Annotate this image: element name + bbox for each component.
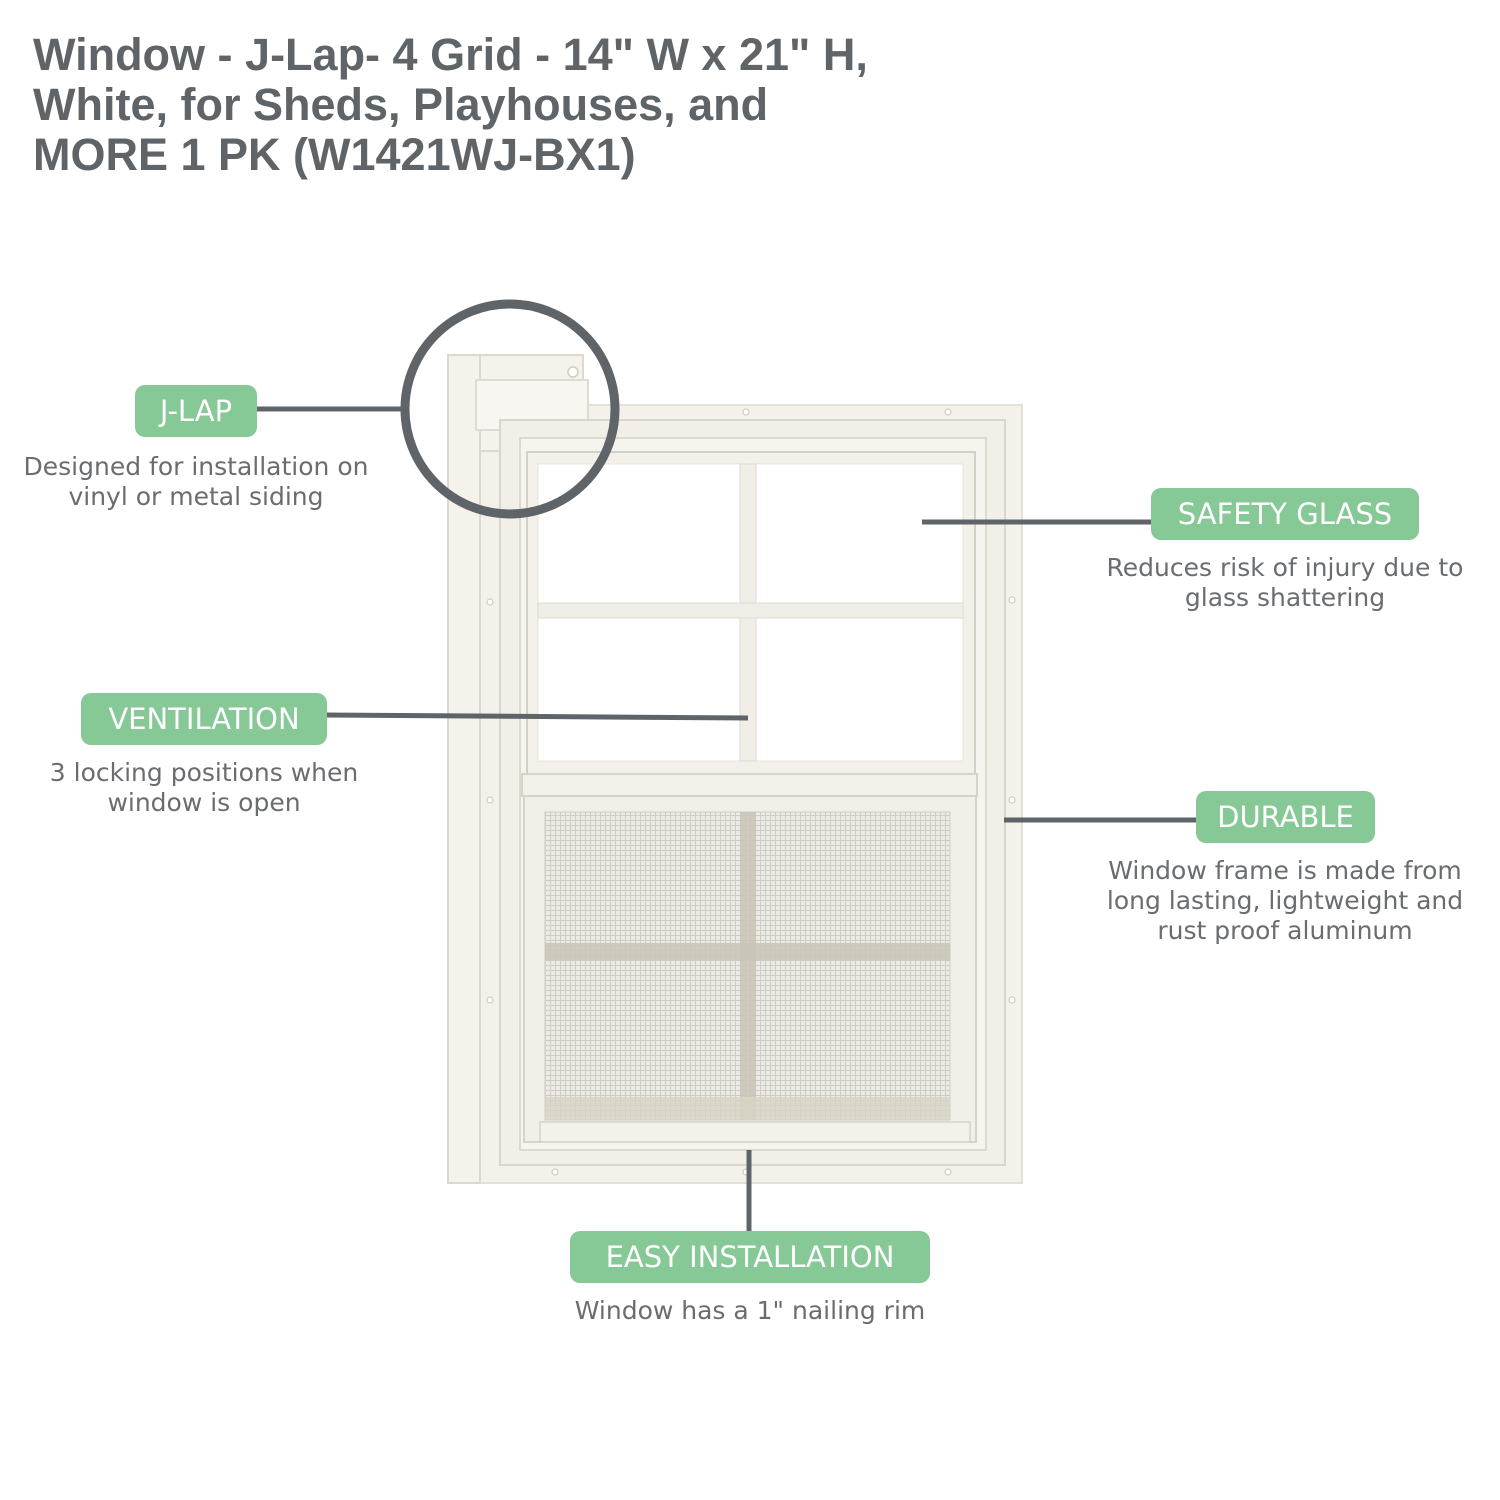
ventilation-description	[22, 758, 386, 818]
durable-label: DURABLE	[1196, 791, 1375, 843]
durable-description-line-3: rust proof aluminum	[1157, 916, 1413, 945]
durable-description-line-1: Window frame is made from	[1108, 856, 1462, 885]
easy-installation-description-line-1: Window has a 1" nailing rim	[574, 1296, 926, 1325]
jlap-description	[0, 452, 392, 512]
durable-description-line-2: long lasting, lightweight and	[1106, 886, 1464, 915]
ventilation-leader-line	[324, 715, 748, 718]
easy-installation-description	[530, 1296, 970, 1326]
safety-glass-description	[1090, 553, 1480, 613]
safety-glass-label: SAFETY GLASS	[1151, 488, 1419, 540]
ventilation-description-line-2: window is open	[107, 788, 301, 817]
jlap-description-line-1: Designed for installation on	[23, 452, 369, 481]
easy-installation-label: EASY INSTALLATION	[570, 1231, 930, 1283]
jlap-label: J-LAP	[135, 385, 257, 437]
safety-glass-description-line-2: glass shattering	[1184, 583, 1386, 612]
meeting-rail	[522, 774, 977, 796]
grid-bar-horizontal	[538, 603, 963, 618]
jlap-description-line-2: vinyl or metal siding	[68, 482, 324, 511]
window-image	[448, 355, 1022, 1183]
product-title-line-3: MORE 1 PK (W1421WJ-BX1)	[33, 129, 636, 180]
ventilation-description-line-1: 3 locking positions when	[49, 758, 359, 787]
product-title-line-2: White, for Sheds, Playhouses, and	[33, 79, 769, 130]
durable-description	[1090, 856, 1480, 946]
ventilation-label: VENTILATION	[81, 693, 327, 745]
product-title-line-1: Window - J-Lap- 4 Grid - 14" W x 21" H,	[33, 29, 868, 80]
safety-glass-description-line-1: Reduces risk of injury due to	[1106, 553, 1464, 582]
